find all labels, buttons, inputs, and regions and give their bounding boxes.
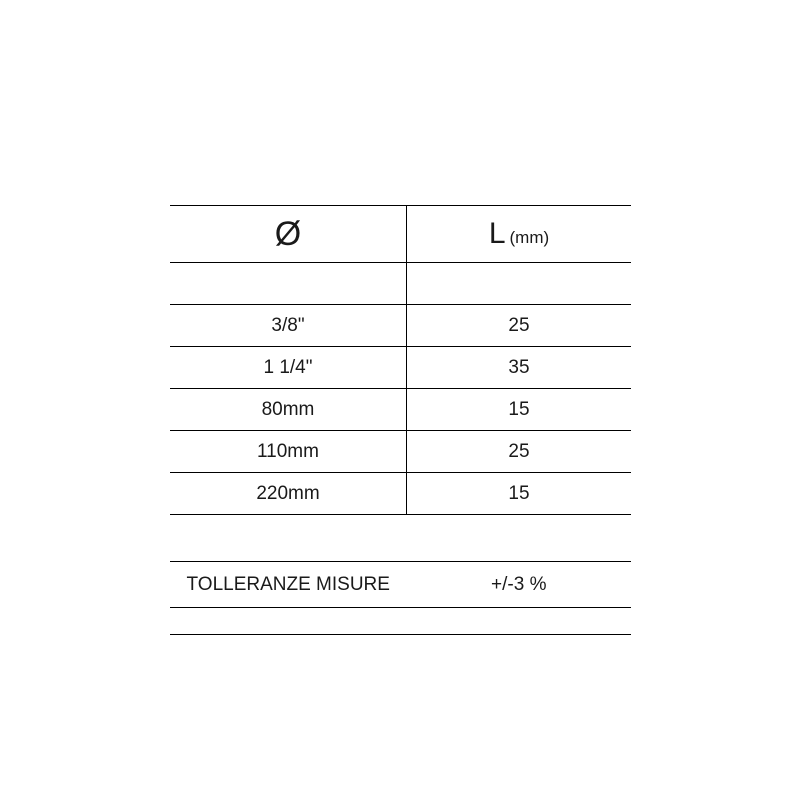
cell-length: 25 (407, 305, 632, 347)
diameter-symbol: Ø (274, 215, 302, 253)
table-row (170, 389, 631, 431)
table-header-row (170, 206, 631, 263)
table-row (170, 473, 631, 515)
cell-length: 35 (407, 347, 632, 389)
cell-diameter: 3/8" (170, 305, 407, 347)
header-cell-diameter (170, 206, 407, 263)
cell-length: 25 (407, 431, 632, 473)
table-row (170, 347, 631, 389)
cell-diameter: 1 1/4" (170, 347, 407, 389)
table-spacer-row (170, 263, 631, 305)
header-cell-length (407, 206, 632, 263)
footer-cell-left (170, 608, 407, 635)
gap-cell-right (407, 515, 632, 562)
tolerance-value: +/-3 % (407, 562, 632, 608)
spacer-cell-left (170, 263, 407, 305)
table-gap-row (170, 515, 631, 562)
tolerance-label: TOLLERANZE MISURE (170, 562, 407, 608)
table-row (170, 431, 631, 473)
footer-cell-right (407, 608, 632, 635)
cell-length: 15 (407, 473, 632, 515)
gap-cell-left (170, 515, 407, 562)
cell-diameter: 110mm (170, 431, 407, 473)
specification-table-container (170, 205, 630, 635)
table-footer-row (170, 608, 631, 635)
tolerance-row (170, 562, 631, 608)
length-unit: (mm) (509, 228, 550, 247)
specification-table (170, 205, 631, 635)
spacer-cell-right (407, 263, 632, 305)
cell-diameter: 80mm (170, 389, 407, 431)
length-symbol: L (488, 217, 506, 250)
cell-diameter: 220mm (170, 473, 407, 515)
table-row (170, 305, 631, 347)
cell-length: 15 (407, 389, 632, 431)
